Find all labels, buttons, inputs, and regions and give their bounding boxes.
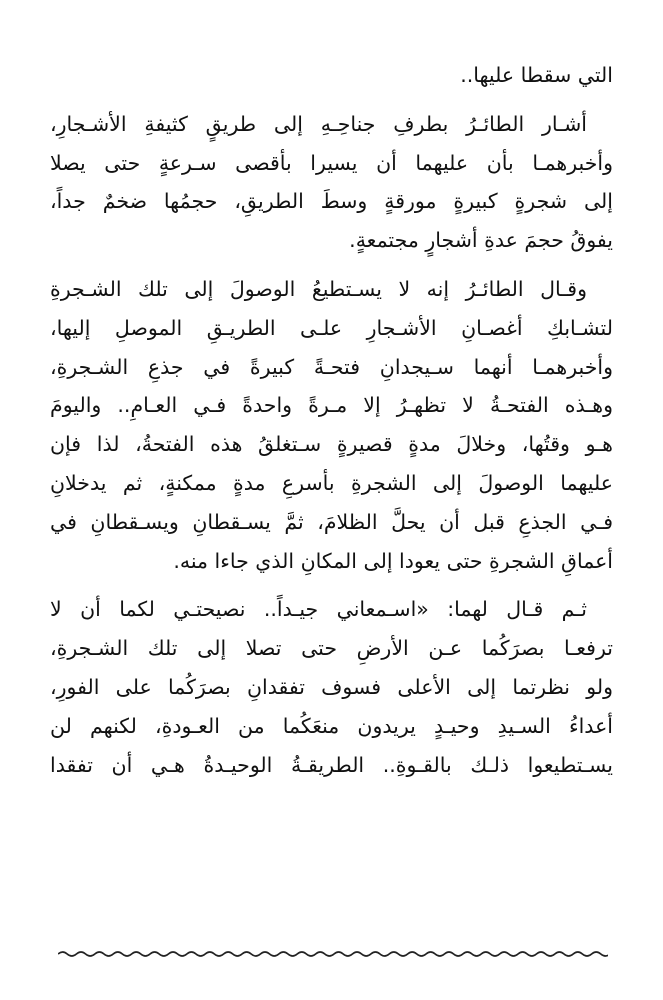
text-line: إلى شجرةٍ كبيرةٍ مورقةٍ وسطَ الطريقِ، حجمُها ضخمٌ جداً، <box>50 189 613 214</box>
paragraph <box>50 590 613 784</box>
text-line: أشـار الطائـرُ بطرفِ جناحِـهِ إلى طريقٍ كثيفةِ الأشـجارِ، <box>50 111 587 136</box>
book-page-text <box>50 56 613 784</box>
text-line: ولو نظرتما إلى الأعلى فسوف تفقدانِ بصرَكُما على الفورِ، <box>50 674 613 699</box>
text-line: فـي الجذعِ قبل أن يحلَّ الظلامَ، ثمَّ يسـقطانِ ويسـقطانِ في <box>50 509 613 534</box>
text-line: هـو وقتُها، وخلالَ مدةٍ قصيرةٍ سـتغلقُ هذه الفتحةُ، لذا فإن <box>50 432 613 457</box>
text-line: يفوقُ حجمَ عدةِ أشجارٍ مجتمعةٍ. <box>349 228 613 253</box>
paragraph <box>50 270 613 580</box>
text-line: يسـتطيعوا ذلـك بالقـوةِ.. الطريقـةُ الوحيـدةُ هـي أن تفقدا <box>50 752 613 777</box>
text-line: وهـذه الفتحـةُ لا تظهـرُ إلا مـرةً واحدةً فـي العـامِ.. واليومَ <box>50 393 613 418</box>
text-line: ترفعـا بصرَكُما عـن الأرضِ حتى تصلا إلى تلك الشـجرةِ، <box>50 636 613 661</box>
text-line: أعماقِ الشجرةِ حتى يعودا إلى المكانِ الذي جاءا منه. <box>173 548 613 573</box>
paragraph-spacer <box>50 580 613 590</box>
text-line: وأخبرهمـا أنهما سـيجدانِ فتحـةً كبيرةً في جذعِ الشـجرةِ، <box>50 354 613 379</box>
wavy-line <box>58 952 608 956</box>
wavy-divider <box>58 944 608 964</box>
text-line: وأخبرهمـا بأن عليهما أن يسيرا بأقصى سـرعةٍ حتى يصلا <box>50 150 613 175</box>
text-line: ثـم قـال لهما: «اسـمعاني جيـداً.. نصيحتـي لكما أن لا <box>50 597 587 622</box>
paragraph-spacer <box>50 95 613 105</box>
paragraph <box>50 105 613 260</box>
paragraph-spacer <box>50 260 613 270</box>
text-line: التي سقطا عليها.. <box>460 63 613 87</box>
text-line: لتشـابكِ أغصـانِ الأشـجارِ علـى الطريـقِ الموصلِ إليها، <box>50 315 613 340</box>
text-line: وقـال الطائـرُ إنه لا يسـتطيعُ الوصولَ إلى تلك الشـجرةِ <box>50 276 587 301</box>
text-line: أعداءُ السـيدِ وحيـدٍ يريدون منعَكُما من العـودةِ، لكنهم لن <box>50 713 613 738</box>
paragraph <box>50 56 613 95</box>
text-line: عليهما الوصولَ إلى الشجرةِ بأسرعِ مدةٍ ممكنةٍ، ثم يدخلانِ <box>50 470 613 495</box>
